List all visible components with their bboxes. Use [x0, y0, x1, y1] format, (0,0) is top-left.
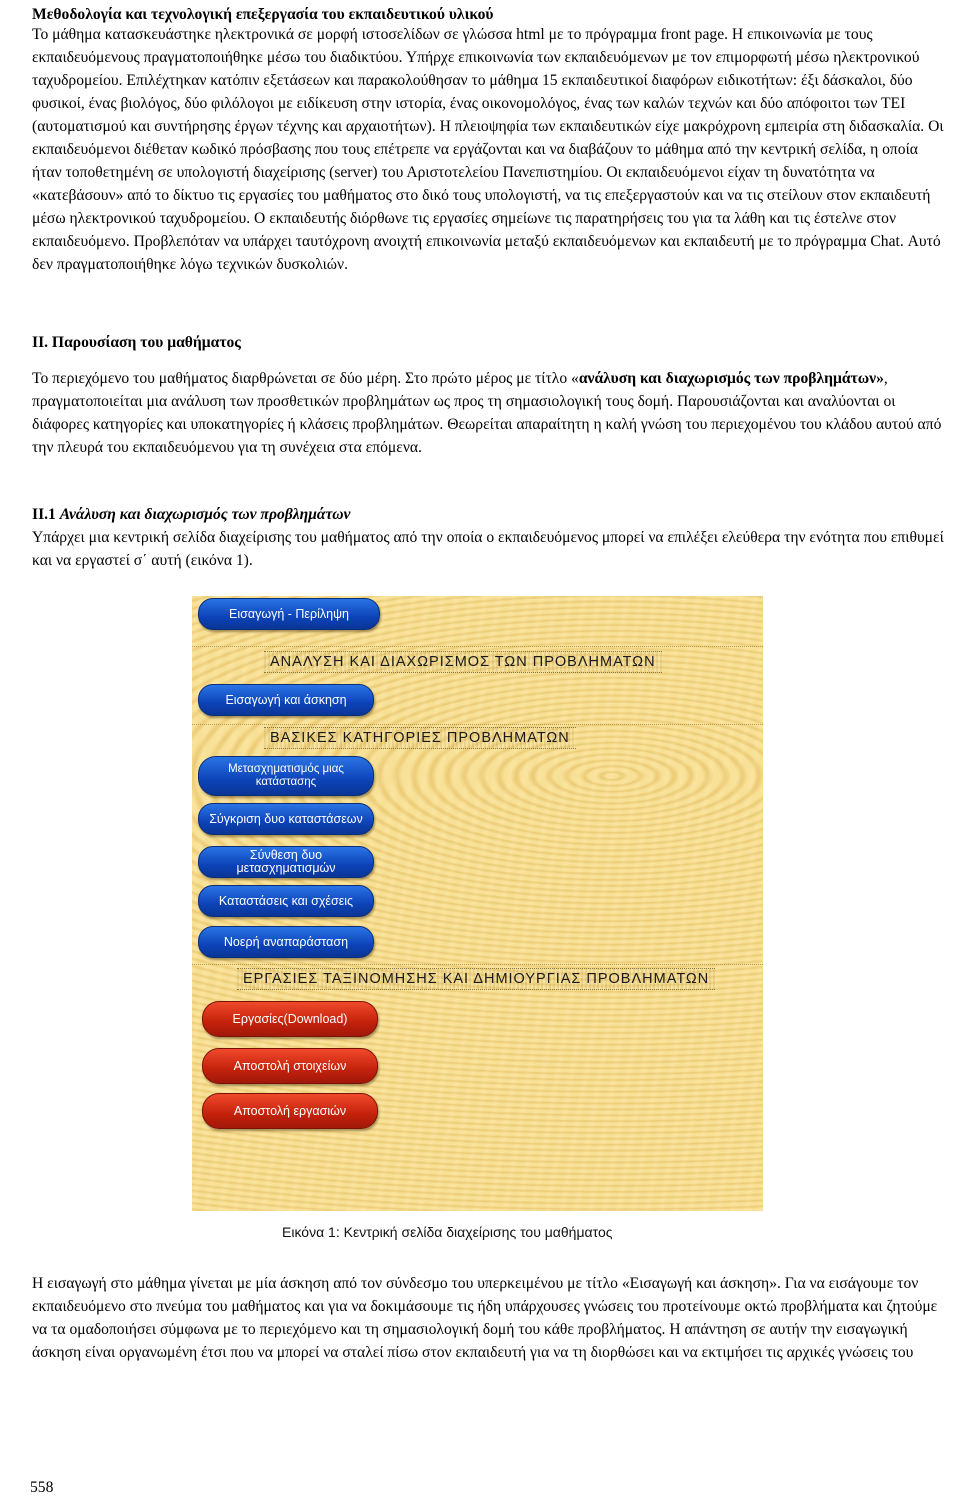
heading-analysis: ΑΝΑΛΥΣΗ ΚΑΙ ΔΙΑΧΩΡΙΣΜΟΣ ΤΩΝ ΠΡΟΒΛΗΜΑΤΩΝ: [264, 651, 662, 673]
section-ii-bold-title: ανάλυση και διαχωρισμός των προβλημάτων»: [578, 370, 884, 387]
intro-summary-button[interactable]: Εισαγωγή - Περίληψη: [198, 598, 380, 630]
methodology-paragraph: Το μάθημα κατασκευάστηκε ηλεκτρονικά σε μορφή ιστοσελίδων σε γλώσσα html με το πρόγραμμα front page. Η επικοινωνία με τους εκπαιδευόμενους πραγματοποιήθηκε μέσω του διαδικτύου. Υπήρχε επικοινωνία των εκπαιδευόμενων με τον επιμορφωτή μέσω ηλεκτρονικού ταχυδρομείου. Επιλέχτηκαν κατόπιν εξετάσεων και παρακολούθησαν το μάθημα 15 εκπαιδευτικοί διαφόρων ειδικοτήτων: έξι δάσκαλοι, δύο φυσικοί, ένας βιολόγος, δύο φιλόλογοι με ειδίκευση στην ιστορία, ένας οικονομολόγος, ένας των καλών τεχνών και δύο απόφοιτοι των ΤΕΙ (αυτοματισμού και συντήρησης έργων τέχνης και αρχαιοτήτων). Η πλειοψηφία των εκπαιδευτικών είχε μακρόχρονη εμπειρία στη διδασκαλία. Οι εκπαιδευόμενοι διέθεταν κωδικό πρόσβασης που τους επέτρεπε να εργάζονται και να διαβάζουν το μάθημα από την κεντρική σελίδα, η οποία ήταν τοποθετημένη σε υπολογιστή διαχείρισης (server) του Αριστοτελείου Πανεπιστημίου. Οι εκπαιδευόμενοι είχαν τη δυνατότητα να «κατεβάσουν» από το δίκτυο τις εργασίες του μαθήματος στο δικό τους υπολογιστή, να τις επεξεργαστούν και να τις στείλουν στον εκπαιδευτή μέσω ηλεκτρονικού ταχυδρομείου. Ο εκπαιδευτής διόρθωνε τις εργασίες σημείωνε τις παρατηρήσεις του για τα λάθη και τις έστελνε στον εκπαιδευόμενο. Προβλεπόταν να υπάρχει ταυτόχρονη ανοιχτή επικοινωνία μεταξύ εκπαιδευόμενων και εκπαιδευτή με το πρόγραμμα Chat. Αυτό δεν πραγματοποιήθηκε λόγω τεχνικών δυσκολιών.: [32, 26, 944, 273]
category-button-states-relations[interactable]: Καταστάσεις και σχέσεις: [198, 885, 374, 917]
section-ii-text-a: Το περιεχόμενο του μαθήματος διαρθρώνεται σε δύο μέρη. Στο πρώτο μέρος με τίτλο «: [32, 370, 579, 387]
tasks-download-button[interactable]: Εργασίες(Download): [202, 1001, 378, 1037]
section-ii-paragraph: [32, 367, 950, 459]
section-heading-ii1: [32, 503, 950, 526]
heading-tasks: ΕΡΓΑΣΙΕΣ ΤΑΞΙΝΟΜΗΣΗΣ ΚΑΙ ΔΗΜΙΟΥΡΓΙΑΣ ΠΡΟΒΛΗΜΑΤΩΝ: [237, 968, 715, 990]
send-tasks-button[interactable]: Αποστολή εργασιών: [202, 1093, 378, 1129]
heading-basic-categories: ΒΑΣΙΚΕΣ ΚΑΤΗΓΟΡΙΕΣ ΠΡΟΒΛΗΜΑΤΩΝ: [264, 727, 576, 749]
course-admin-screenshot: [192, 596, 763, 1211]
section-heading-methodology: Μεθοδολογία και τεχνολογική επεξεργασία του εκπαιδευτικού υλικού: [32, 6, 494, 23]
section-heading-ii: ΙΙ. Παρουσίαση του μαθήματος: [32, 334, 241, 351]
page-number: 558: [30, 1479, 54, 1496]
divider-2: [192, 724, 763, 726]
closing-paragraph: Η εισαγωγή στο μάθημα γίνεται με μία άσκηση από τον σύνδεσμο του υπερκειμένου με τίτλο «Εισαγωγή και άσκηση». Για να εισάγουμε τον εκπαιδευόμενο στο πνεύμα του μαθήματος και για να δοκιμάσουμε τις ήδη υπάρχουσες γνώσεις του προτείνουμε οκτώ προβλήματα και ζητούμε να τα ομαδοποιήσει σύμφωνα με το περιεχόμενο και τη σημασιολογική δομή του κάθε προβλήματος. Η απάντηση σε αυτήν την εισαγωγική άσκηση είναι οργανωμένη έτσι που να μπορεί να σταλεί πίσω στον εκπαιδευτή για να τη διορθώσει και να εκτιμήσει τις αρχικές γνώσεις του: [32, 1275, 938, 1361]
category-button-mental-representation[interactable]: Νοερή αναπαράσταση: [198, 926, 374, 958]
category-button-comparison[interactable]: Σύγκριση δυο καταστάσεων: [198, 803, 374, 835]
divider-3: [192, 964, 763, 966]
intro-exercise-button[interactable]: Εισαγωγή και άσκηση: [198, 684, 374, 716]
section-ii1-paragraph: Υπάρχει μια κεντρική σελίδα διαχείρισης του μαθήματος από την οποία ο εκπαιδευόμενος μπορεί να επιλέξει ελεύθερα την ενότητα που επιθυμεί και να εργαστεί σ΄ αυτή (εικόνα 1).: [32, 529, 944, 569]
divider-1: [192, 646, 763, 648]
section-ii1-number: ΙΙ.1: [32, 506, 56, 523]
figure-caption: Εικόνα 1: Κεντρική σελίδα διαχείρισης του μαθήματος: [282, 1224, 613, 1240]
send-data-button[interactable]: Αποστολή στοιχείων: [202, 1048, 378, 1084]
section-ii1-title: Ανάλυση και διαχωρισμός των προβλημάτων: [59, 506, 351, 523]
section-ii-text-b: , πραγματοποιείται μια ανάλυση των προσθετικών προβλημάτων ως προς τη σημασιολογική τους δομή. Παρουσιάζονται και αναλύονται οι διάφορες κατηγορίες και υποκατηγορίες ή κλάσεις προβλημάτων. Θεωρείται απαραίτητη η καλή γνώση του περιεχομένου του κλάδου αυτού από την πλευρά του εκπαιδευόμενου για τη συνέχεια στα επόμενα.: [32, 370, 942, 456]
category-button-composition[interactable]: Σύνθεση δυο μετασχηματισμών: [198, 846, 374, 878]
category-button-transformation[interactable]: Μετασχηματισμός μιας κατάστασης: [198, 756, 374, 796]
